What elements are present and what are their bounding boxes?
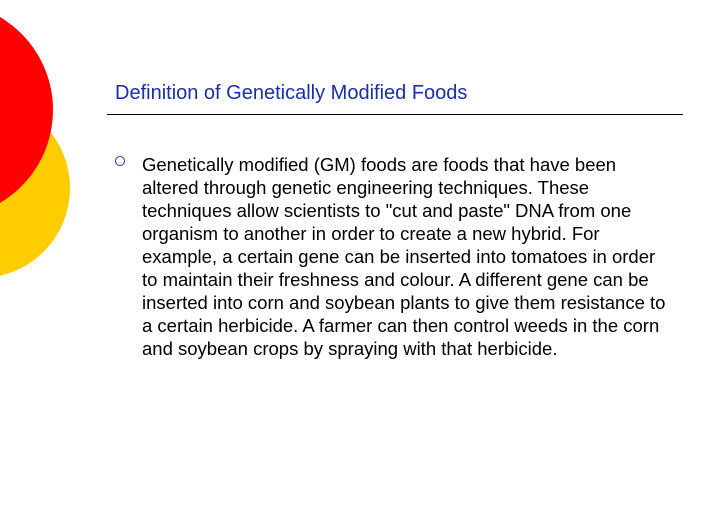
bullet-text: Genetically modified (GM) foods are foods that have been altered through genetic engineering techniques. These techniques allow scientists to "cut and paste" DNA from one organism to another in order to create a new hybrid. For example, a certain gene can be inserted into tomatoes in order to maintain their freshness and colour. A different gene can be inserted into corn and soybean plants to give them resistance to a certain herbicide. A farmer can then control weeds in the corn and soybean crops by spraying with that herbicide. — [142, 154, 666, 359]
hollow-circle-bullet-icon — [115, 156, 125, 166]
slide-title: Definition of Genetically Modified Foods — [115, 82, 468, 104]
decorative-circles — [0, 0, 120, 300]
title-divider — [107, 114, 683, 115]
bullet-list-item — [115, 153, 675, 360]
